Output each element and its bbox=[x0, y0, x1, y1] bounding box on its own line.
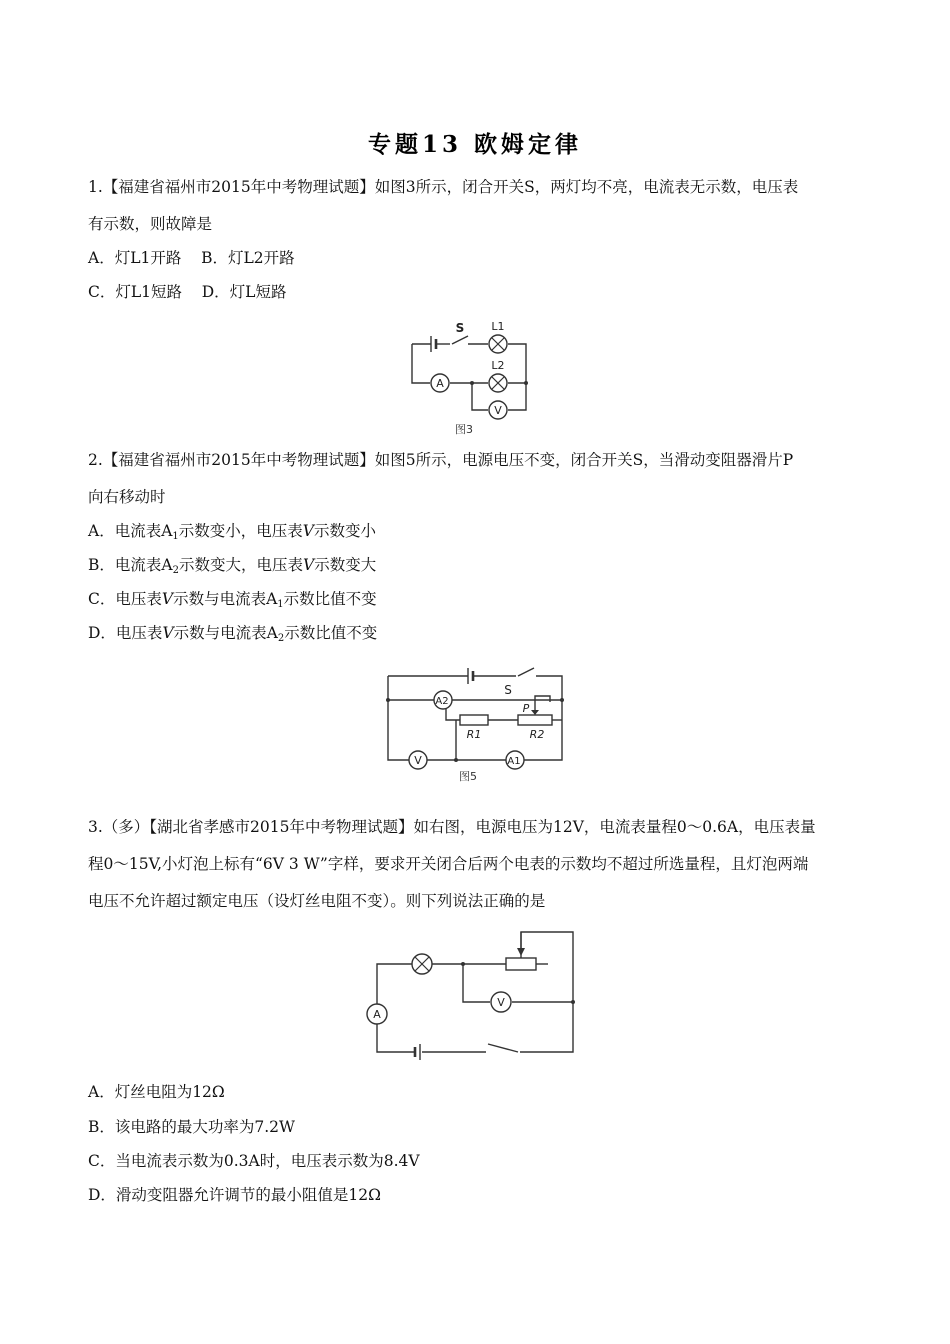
fig3-switch-label: S bbox=[455, 321, 465, 335]
fig-q3-rheostat bbox=[506, 958, 536, 970]
fig3-voltmeter-label: V bbox=[494, 404, 502, 417]
fig3-caption: 图3 bbox=[455, 423, 473, 436]
figure-3-circuit bbox=[398, 316, 548, 438]
q2-option-d: D．电压表V示数与电流表$A_2$示数比值不变 bbox=[88, 624, 378, 644]
q3-stem-line3: 电压不允许超过额定电压（设灯丝电阻不变）。则下列说法正确的是 bbox=[88, 892, 546, 910]
q1-options-row2 bbox=[88, 282, 286, 302]
fig5-switch-label: S bbox=[504, 683, 512, 697]
fig5-r1-label: R1 bbox=[466, 728, 482, 741]
fig5-r2-label: R2 bbox=[529, 728, 545, 741]
q1-option-d: D．灯L短路 bbox=[201, 283, 287, 301]
fig3-lamp2-label: L2 bbox=[491, 359, 505, 372]
q3-stem-line2: 程0～15V,小灯泡上标有“6V 3 W”字样，要求开关闭合后两个电表的示数均不超过所选量程，且灯泡两端 bbox=[88, 855, 809, 873]
fig3-lamp2 bbox=[489, 374, 507, 392]
figure-q3-circuit bbox=[360, 928, 585, 1060]
fig3-ammeter-label: A bbox=[436, 377, 444, 390]
fig5-r1 bbox=[460, 715, 488, 725]
q2-option-a: A．电流表$A_1$示数变小，电压表V示数变小 bbox=[88, 522, 376, 542]
q2-stem-line2: 向右移动时 bbox=[88, 488, 166, 506]
q2-option-c: C．电压表V示数与电流表$A_1$示数比值不变 bbox=[88, 590, 377, 610]
q3-option-a: A．灯丝电阻为12Ω bbox=[88, 1083, 225, 1101]
fig5-r2 bbox=[518, 715, 552, 725]
page-title: 专题13 欧姆定律 bbox=[367, 131, 582, 158]
fig-q3-ammeter-label: A bbox=[373, 1008, 381, 1021]
fig5-slider-label: P bbox=[522, 702, 530, 715]
q2-option-b: B．电流表$A_2$示数变大，电压表V示数变大 bbox=[88, 556, 377, 576]
fig-q3-lamp bbox=[412, 954, 432, 974]
fig3-lamp1 bbox=[489, 335, 507, 353]
q1-stem-line2: 有示数，则故障是 bbox=[88, 215, 213, 233]
fig5-caption: 图5 bbox=[459, 770, 477, 783]
fig5-a2-label: A2 bbox=[435, 696, 449, 707]
fig3-lamp1-label: L1 bbox=[491, 320, 505, 333]
q3-option-d: D．滑动变阻器允许调节的最小阻值是12Ω bbox=[88, 1186, 382, 1204]
q1-options-row1 bbox=[88, 248, 295, 268]
q1-stem-line1: 1.【福建省福州市2015年中考物理试题】如图3所示，闭合开关S，两灯均不亮，电流表无示数，电压表 bbox=[88, 178, 799, 196]
q2-stem-line1: 2.【福建省福州市2015年中考物理试题】如图5所示，电源电压不变，闭合开关S，当滑动变阻器滑片P bbox=[88, 451, 794, 469]
q1-option-c: C．灯L1短路 bbox=[88, 283, 183, 301]
q3-stem-line1: 3.（多）【湖北省孝感市2015年中考物理试题】如右图，电源电压为12V，电流表量程0～0.6A，电压表量 bbox=[88, 818, 816, 836]
figure-5-circuit bbox=[376, 658, 576, 788]
fig5-a1-label: A1 bbox=[507, 756, 521, 767]
q1-option-b: B．灯L2开路 bbox=[201, 249, 295, 267]
q3-option-b: B．该电路的最大功率为7.2W bbox=[88, 1118, 295, 1136]
fig5-v-label: V bbox=[414, 754, 422, 767]
q1-option-a: A．灯L1开路 bbox=[88, 249, 182, 267]
fig-q3-voltmeter-label: V bbox=[497, 996, 505, 1009]
q3-option-c: C．当电流表示数为0.3A时，电压表示数为8.4V bbox=[88, 1152, 420, 1170]
